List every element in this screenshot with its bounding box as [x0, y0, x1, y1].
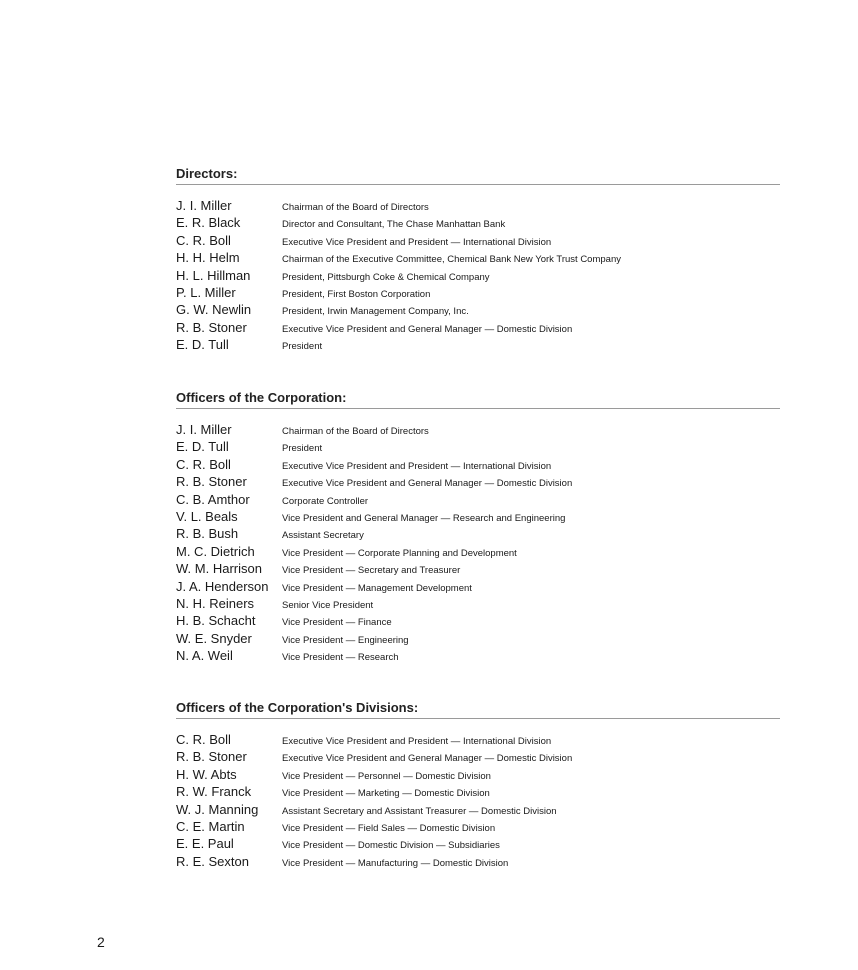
person-title: Assistant Secretary	[282, 530, 364, 542]
list-item	[176, 613, 780, 630]
officers-section	[176, 390, 780, 665]
person-title: Vice President — Field Sales — Domestic Division	[282, 822, 496, 834]
person-name: H. L. Hillman	[176, 267, 251, 283]
list-item	[176, 561, 780, 578]
section-heading: Directors:	[176, 166, 780, 185]
person-title: Executive Vice President and General Manager — Domestic Division	[282, 478, 573, 490]
person-title: Director and Consultant, The Chase Manhattan Bank	[282, 219, 506, 231]
person-title: Vice President — Research	[282, 652, 399, 664]
people-list	[176, 198, 780, 355]
person-name: C. R. Boll	[176, 232, 231, 248]
list-item	[176, 439, 780, 456]
person-name: R. E. Sexton	[176, 853, 249, 869]
person-name: W. J. Manning	[176, 801, 259, 817]
list-item	[176, 544, 780, 561]
list-item	[176, 198, 780, 215]
person-title: Chairman of the Board of Directors	[282, 426, 429, 437]
list-item	[176, 509, 780, 526]
list-item	[176, 784, 780, 801]
person-title: President, Irwin Management Company, Inc.	[282, 306, 469, 318]
list-item	[176, 596, 780, 613]
person-title: President, First Boston Corporation	[282, 288, 431, 300]
person-title: Vice President — Domestic Division — Subsidiaries	[282, 840, 500, 852]
person-title: Executive Vice President and President — International Division	[282, 236, 552, 248]
list-item	[176, 268, 780, 285]
person-name: W. M. Harrison	[176, 561, 262, 577]
person-name: P. L. Miller	[176, 284, 236, 300]
person-title: Vice President and General Manager — Research and Engineering	[282, 512, 566, 524]
person-title: Executive Vice President and General Manager — Domestic Division	[282, 323, 573, 335]
person-title: Executive Vice President and President — International Division	[282, 736, 552, 747]
list-item	[176, 285, 780, 302]
list-item	[176, 526, 780, 543]
person-title: Corporate Controller	[282, 495, 369, 507]
person-title: Vice President — Manufacturing — Domestic Division	[282, 857, 509, 869]
list-item	[176, 648, 780, 665]
person-title: Vice President — Personnel — Domestic Division	[282, 770, 491, 782]
section-heading: Officers of the Corporation:	[176, 390, 780, 409]
division-officers-section	[176, 700, 780, 871]
person-name: H. W. Abts	[176, 766, 237, 782]
person-name: C. R. Boll	[176, 732, 231, 747]
list-item	[176, 422, 780, 439]
person-title: Vice President — Secretary and Treasurer	[282, 565, 461, 577]
list-item	[176, 732, 780, 749]
list-item	[176, 631, 780, 648]
list-item	[176, 492, 780, 509]
person-name: W. E. Snyder	[176, 630, 252, 646]
person-name: N. H. Reiners	[176, 595, 255, 611]
person-title: Executive Vice President and General Manager — Domestic Division	[282, 753, 573, 765]
person-title: Chairman of the Board of Directors	[282, 202, 429, 213]
list-item	[176, 836, 780, 853]
list-item	[176, 767, 780, 784]
person-name: J. I. Miller	[176, 198, 232, 213]
person-name: H. H. Helm	[176, 250, 240, 266]
person-name: C. E. Martin	[176, 818, 245, 834]
person-name: V. L. Beals	[176, 508, 238, 524]
person-name: R. W. Franck	[176, 784, 252, 800]
people-list	[176, 732, 780, 871]
person-title: President, Pittsburgh Coke & Chemical Company	[282, 271, 490, 283]
person-title: Chairman of the Executive Committee, Chemical Bank New York Trust Company	[282, 254, 621, 266]
person-name: N. A. Weil	[176, 648, 233, 664]
person-title: Vice President — Engineering	[282, 634, 409, 646]
person-title: President	[282, 341, 323, 353]
person-title: Executive Vice President and President — International Division	[282, 460, 552, 472]
list-item	[176, 802, 780, 819]
list-item	[176, 854, 780, 871]
person-name: E. E. Paul	[176, 836, 234, 852]
person-name: R. B. Stoner	[176, 474, 247, 490]
person-name: R. B. Bush	[176, 526, 239, 542]
list-item	[176, 233, 780, 250]
list-item	[176, 302, 780, 319]
list-item	[176, 337, 780, 354]
person-title: Vice President — Marketing — Domestic Division	[282, 788, 490, 800]
person-name: H. B. Schacht	[176, 613, 256, 629]
list-item	[176, 215, 780, 232]
person-title: Vice President — Corporate Planning and Development	[282, 547, 517, 559]
person-name: R. B. Stoner	[176, 319, 247, 335]
person-name: J. A. Henderson	[176, 578, 269, 594]
section-heading: Officers of the Corporation's Divisions:	[176, 700, 780, 719]
person-name: R. B. Stoner	[176, 749, 247, 765]
list-item	[176, 819, 780, 836]
person-name: E. D. Tull	[176, 337, 229, 353]
list-item	[176, 749, 780, 766]
person-title: President	[282, 443, 323, 455]
list-item	[176, 579, 780, 596]
person-name: J. I. Miller	[176, 422, 232, 437]
people-list	[176, 422, 780, 665]
list-item	[176, 457, 780, 474]
directors-section	[176, 166, 780, 355]
list-item	[176, 474, 780, 491]
person-name: G. W. Newlin	[176, 302, 252, 318]
list-item	[176, 320, 780, 337]
person-name: C. B. Amthor	[176, 491, 250, 507]
person-title: Senior Vice President	[282, 599, 374, 611]
person-title: Vice President — Finance	[282, 617, 392, 629]
person-name: E. R. Black	[176, 215, 241, 231]
person-name: E. D. Tull	[176, 439, 229, 455]
person-name: C. R. Boll	[176, 456, 231, 472]
person-title: Vice President — Management Development	[282, 582, 472, 594]
list-item	[176, 250, 780, 267]
page-number: 2	[97, 934, 105, 950]
person-title: Assistant Secretary and Assistant Treasurer — Domestic Division	[282, 805, 557, 817]
person-name: M. C. Dietrich	[176, 543, 255, 559]
